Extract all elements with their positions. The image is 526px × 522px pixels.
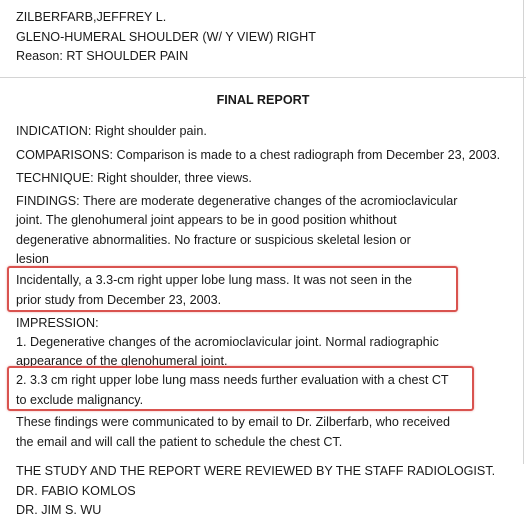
communication-line: These findings were communicated to by email to Dr. Zilberfarb, who received — [16, 415, 450, 429]
findings-line: degenerative abnormalities. No fracture or suspicious skeletal lesion or — [16, 233, 411, 247]
radiologist-name: DR. FABIO KOMLOS — [16, 484, 136, 498]
impression-line: to exclude malignancy. — [16, 393, 144, 407]
impression-line: 1. Degenerative changes of the acromioclavicular joint. Normal radiographic — [16, 335, 439, 349]
indication-text: INDICATION: Right shoulder pain. — [16, 124, 207, 138]
findings-line: joint. The glenohumeral joint appears to be in good position whithout — [16, 213, 397, 227]
review-statement: THE STUDY AND THE REPORT WERE REVIEWED BY THE STAFF RADIOLOGIST. — [16, 464, 496, 478]
communication-line: the email and will call the patient to schedule the chest CT. — [16, 435, 343, 449]
study-reason: Reason: RT SHOULDER PAIN — [16, 49, 189, 63]
findings-line: lesion — [16, 252, 49, 266]
study-name: GLENO-HUMERAL SHOULDER (W/ Y VIEW) RIGHT — [16, 30, 316, 44]
impression-line: appearance of the glenohumeral joint. — [16, 354, 228, 368]
incidental-line: Incidentally, a 3.3-cm right upper lobe lung mass. It was not seen in the — [16, 273, 412, 287]
impression-line: 2. 3.3 cm right upper lobe lung mass needs further evaluation with a chest CT — [16, 373, 449, 387]
findings-line: FINDINGS: There are moderate degenerative changes of the acromioclavicular — [16, 194, 458, 208]
header-divider — [0, 77, 526, 78]
panel-border — [523, 0, 524, 464]
comparisons-text: COMPARISONS: Comparison is made to a chest radiograph from December 23, 2003. — [16, 148, 501, 162]
report-title: FINAL REPORT — [216, 93, 310, 107]
patient-name: ZILBERFARB,JEFFREY L. — [16, 10, 167, 24]
technique-text: TECHNIQUE: Right shoulder, three views. — [16, 171, 252, 185]
impression-heading: IMPRESSION: — [16, 316, 99, 330]
incidental-line: prior study from December 23, 2003. — [16, 293, 222, 307]
radiologist-name: DR. JIM S. WU — [16, 503, 102, 517]
